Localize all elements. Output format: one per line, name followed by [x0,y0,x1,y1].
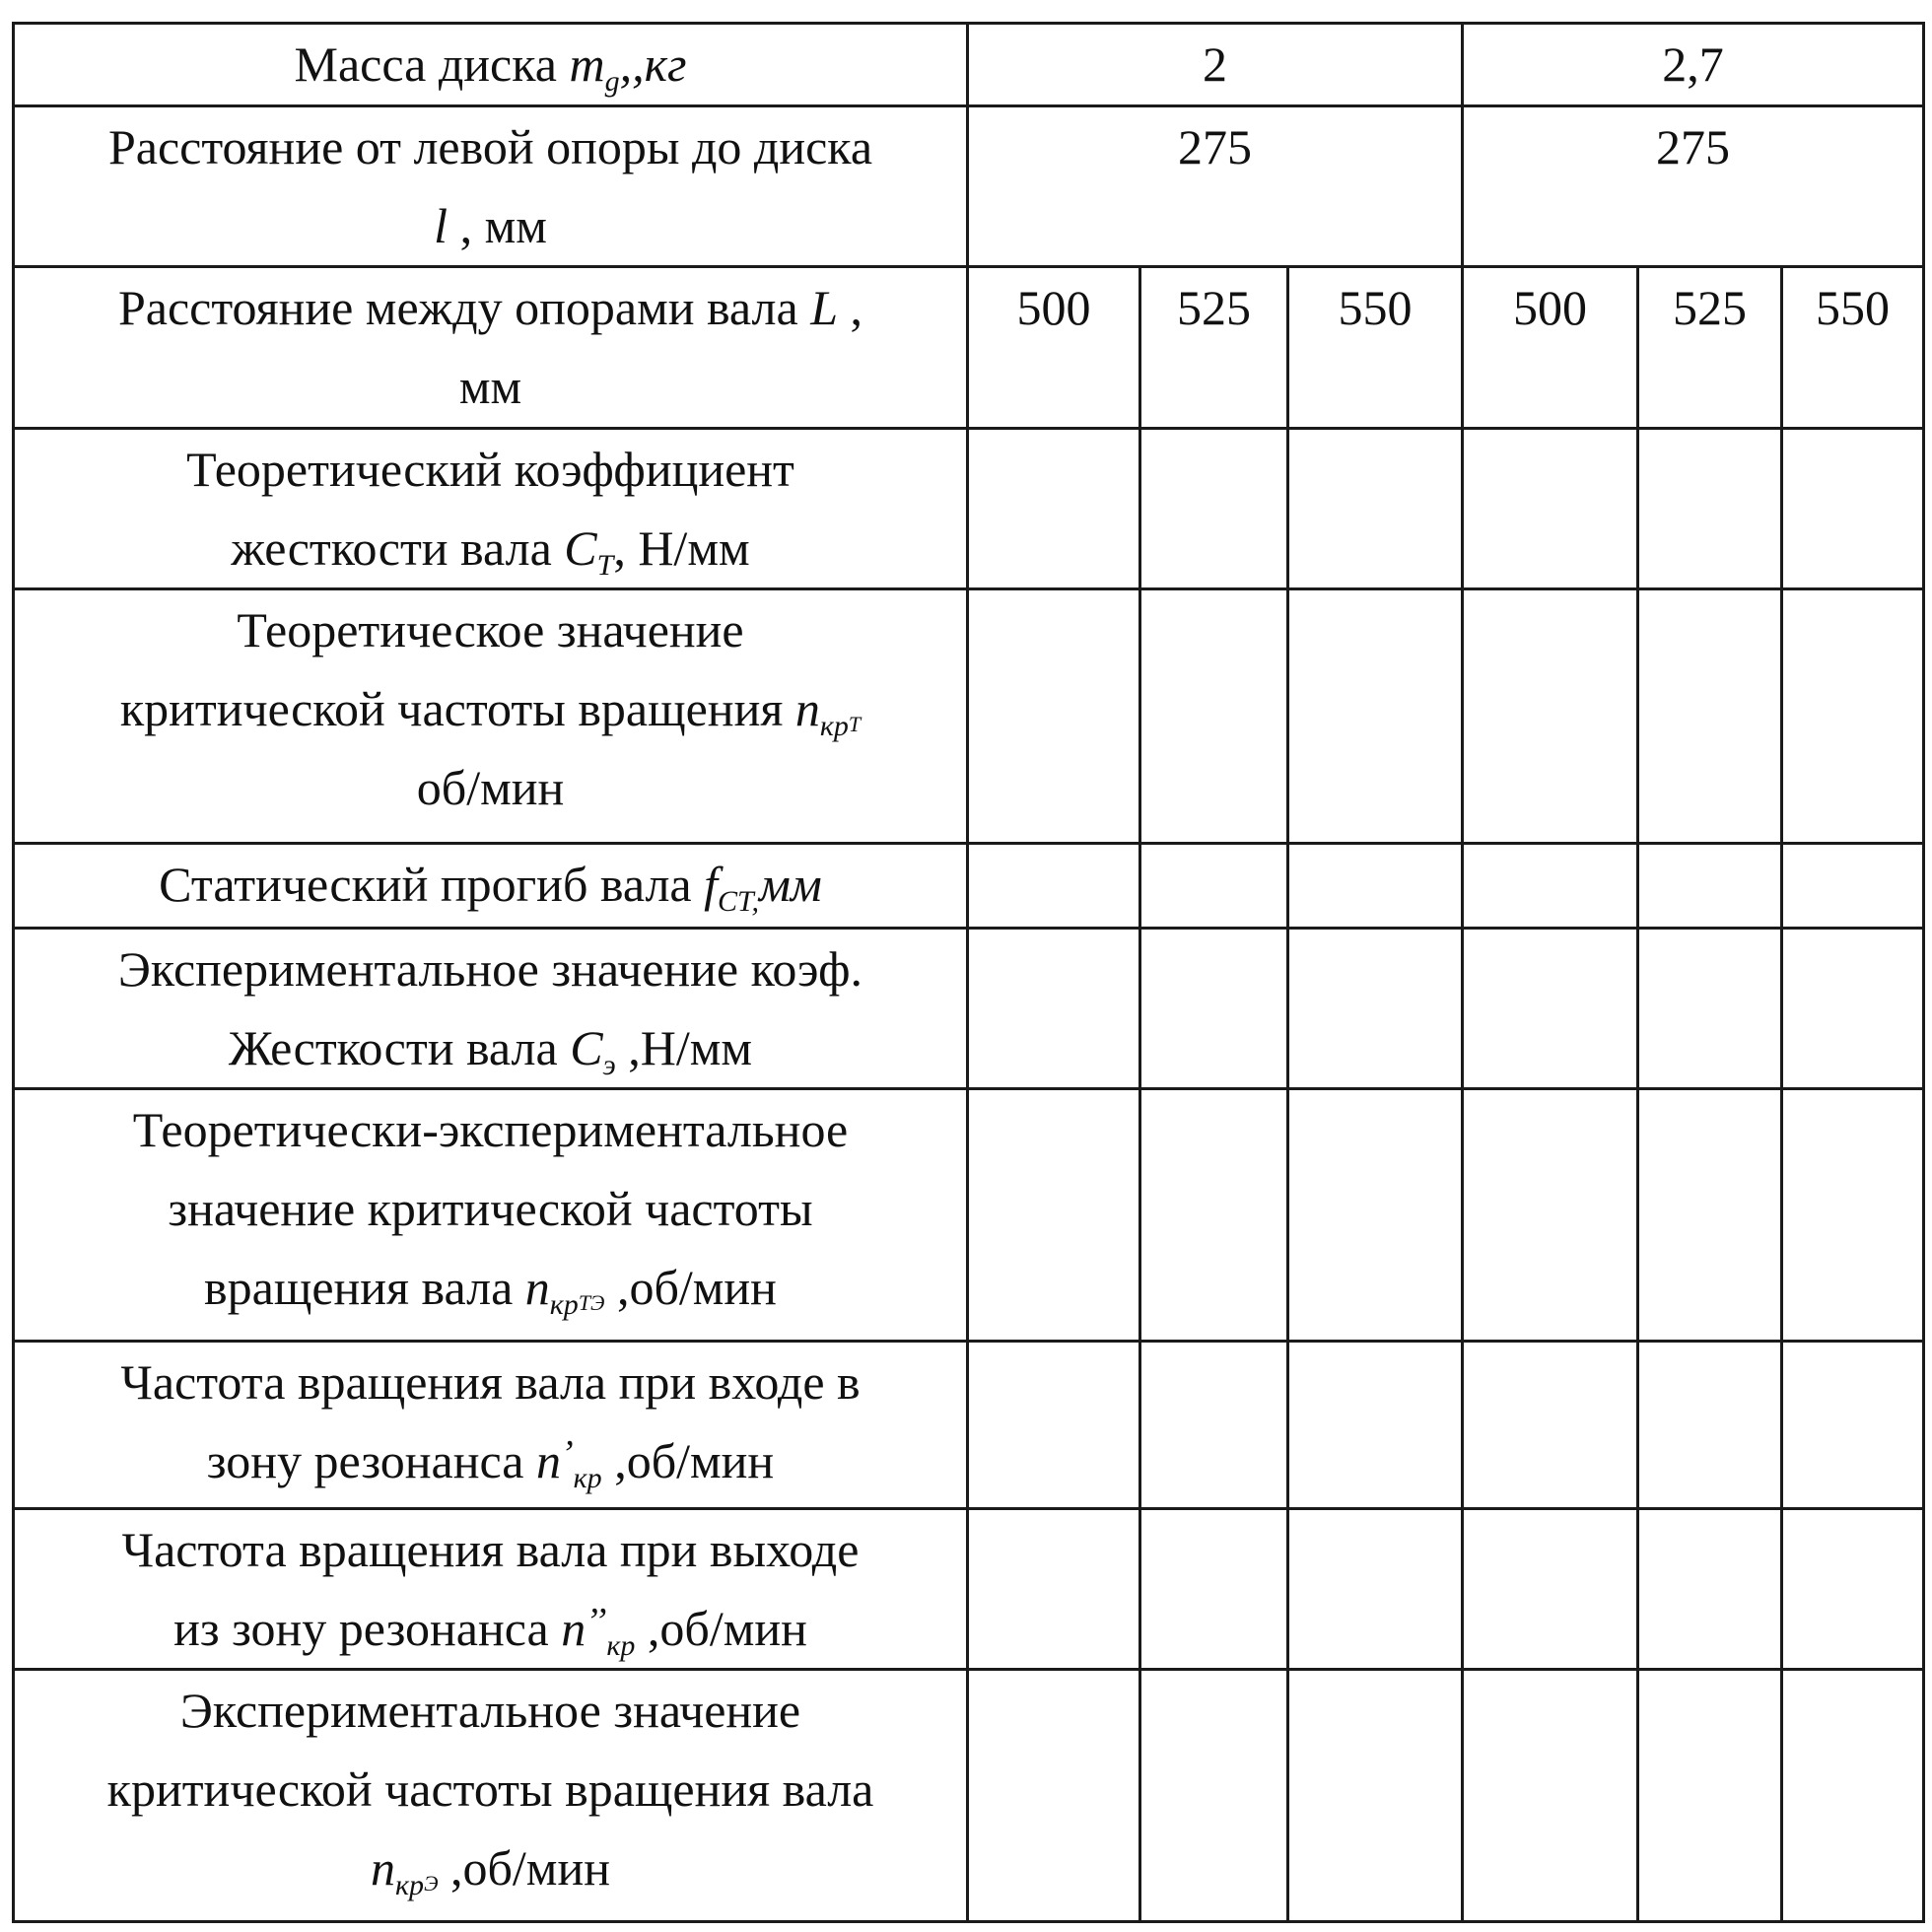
empty-cell[interactable] [1638,589,1782,844]
empty-cell[interactable] [1140,1670,1288,1922]
empty-cell[interactable] [1288,1509,1463,1670]
empty-cell[interactable] [1782,1089,1924,1342]
empty-cell[interactable] [1638,1342,1782,1509]
empty-cell[interactable] [1288,929,1463,1089]
span-value-cell: 525 [1638,267,1782,429]
row-resonance-entry-speed [14,1342,1924,1509]
row-resonance-exit-speed [14,1509,1924,1670]
label-theoretical-stiffness: Теоретический коэффициент жесткости вала $C_T$, Н/мм [14,429,968,589]
empty-cell[interactable] [1782,1509,1924,1670]
span-value-cell: 500 [1463,267,1638,429]
label-support-span: Расстояние между опорами вала L , мм [14,267,968,429]
empty-cell[interactable] [968,1509,1140,1670]
empty-cell[interactable] [1463,589,1638,844]
symbol-m: m [569,36,605,92]
empty-cell[interactable] [1288,429,1463,589]
empty-cell[interactable] [968,929,1140,1089]
row-theoretical-critical-speed [14,589,1924,844]
value-mass-group1: 2 [968,24,1463,106]
empty-cell[interactable] [1782,844,1924,929]
empty-cell[interactable] [1463,1342,1638,1509]
empty-cell[interactable] [1140,429,1288,589]
data-table [12,22,1925,1923]
label-experimental-critical-speed: Экспериментальное значение критической частоты вращения вала $n_{кр}Э$ ,об/мин [14,1670,968,1922]
row-theor-exp-critical-speed [14,1089,1924,1342]
empty-cell[interactable] [1463,1670,1638,1922]
span-value-cell: 500 [968,267,1140,429]
row-support-span [14,267,1924,429]
empty-cell[interactable] [1463,929,1638,1089]
empty-cell[interactable] [1463,1089,1638,1342]
empty-cell[interactable] [968,1670,1140,1922]
empty-cell[interactable] [968,589,1140,844]
empty-cell[interactable] [1782,1670,1924,1922]
row-disk-mass [14,24,1924,106]
empty-cell[interactable] [1463,844,1638,929]
empty-cell[interactable] [1638,1509,1782,1670]
empty-cell[interactable] [968,1342,1140,1509]
row-experimental-critical-speed [14,1670,1924,1922]
empty-cell[interactable] [968,1089,1140,1342]
empty-cell[interactable] [1638,429,1782,589]
label-experimental-stiffness: Экспериментальное значение коэф. Жесткости вала $C_э$ ,Н/мм [14,929,968,1089]
empty-cell[interactable] [1288,589,1463,844]
empty-cell[interactable] [1140,1342,1288,1509]
empty-cell[interactable] [1288,844,1463,929]
empty-cell[interactable] [1463,429,1638,589]
symbol-l: l [434,198,448,253]
label-resonance-exit-speed: Частота вращения вала при выходе из зону резонанса $n^{’’}_{кр}$ ,об/мин [14,1509,968,1670]
empty-cell[interactable] [1782,589,1924,844]
row-theoretical-stiffness [14,429,1924,589]
label-theor-exp-critical-speed: Теоретически-экспериментальное значение критической частоты вращения вала $n_{кр}ТЭ$ ,об/мин [14,1089,968,1342]
empty-cell[interactable] [968,429,1140,589]
empty-cell[interactable] [1782,429,1924,589]
span-value-cell: 550 [1782,267,1924,429]
empty-cell[interactable] [1638,929,1782,1089]
row-experimental-stiffness [14,929,1924,1089]
label-static-deflection: Статический прогиб вала $f_{CT,}мм$ [14,844,968,929]
empty-cell[interactable] [1140,929,1288,1089]
empty-cell[interactable] [1638,1089,1782,1342]
empty-cell[interactable] [1782,929,1924,1089]
empty-cell[interactable] [1463,1509,1638,1670]
empty-cell[interactable] [1140,589,1288,844]
empty-cell[interactable] [1288,1670,1463,1922]
empty-cell[interactable] [968,844,1140,929]
label-resonance-entry-speed: Частота вращения вала при входе в зону резонанса $n^’_{кр}$ ,об/мин [14,1342,968,1509]
label-distance-to-disk: Расстояние от левой опоры до диска l , мм [14,106,968,267]
empty-cell[interactable] [1782,1342,1924,1509]
value-mass-group2: 2,7 [1463,24,1924,106]
empty-cell[interactable] [1140,1089,1288,1342]
empty-cell[interactable] [1638,844,1782,929]
label-disk-mass: Масса диска $m_g,,кг$ [14,24,968,106]
empty-cell[interactable] [1140,844,1288,929]
empty-cell[interactable] [1288,1342,1463,1509]
symbol-L: L [810,280,839,335]
span-value-cell: 550 [1288,267,1463,429]
span-value-cell: 525 [1140,267,1288,429]
value-distance-group2: 275 [1463,106,1924,267]
empty-cell[interactable] [1140,1509,1288,1670]
empty-cell[interactable] [1288,1089,1463,1342]
row-distance-to-disk [14,106,1924,267]
row-static-deflection [14,844,1924,929]
empty-cell[interactable] [1638,1670,1782,1922]
value-distance-group1: 275 [968,106,1463,267]
label-theoretical-critical-speed: Теоретическое значение критической частоты вращения $n_{кр}T$ об/мин [14,589,968,844]
